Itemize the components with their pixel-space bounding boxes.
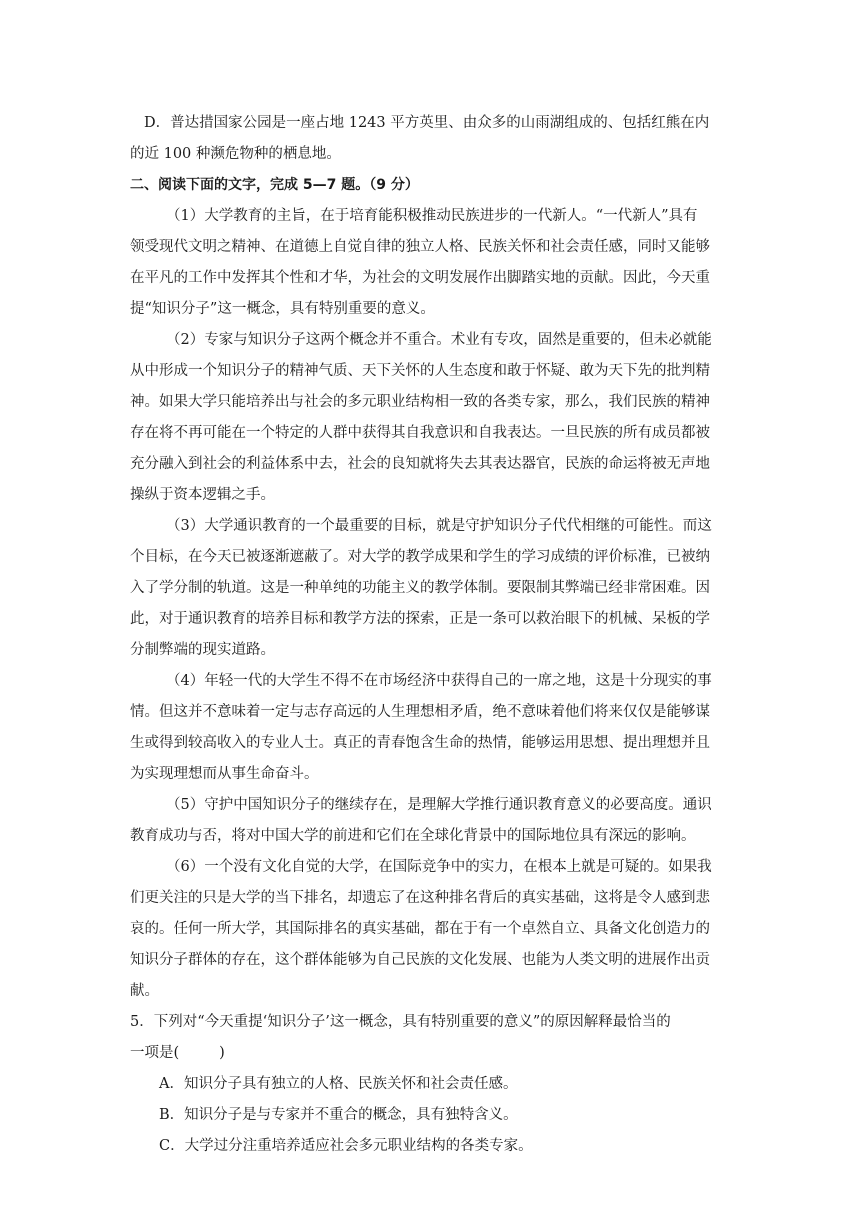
paragraph-line: 此，对于通识教育的培养目标和教学方法的探索，正是一条可以救治眼下的机械、呆板的学 [130,611,710,627]
paragraph-line: （1）大学教育的主旨，在于培育能积极推动民族进步的一代新人。“一代新人”具有 [166,208,698,224]
paragraph-line: 分制弊端的现实道路。 [130,642,275,658]
option-b: B．知识分子是与专家并不重合的概念，具有独特含义。 [159,1107,518,1123]
paragraph-line: 生或得到较高收入的专业人士。真正的青春饱含生命的热情，能够运用思想、提出理想并且 [130,735,710,751]
paragraph-line: 为实现理想而从事生命奋斗。 [130,766,319,782]
question-5-prefix: 一项是( [130,1045,180,1061]
paragraph-2 [130,325,730,511]
paragraph-line: 情。但这并不意味着一定与志存高远的人生理想相矛盾，绝不意味着他们将来仅仅是能够谋 [130,704,710,720]
paragraph-line: 神。如果大学只能培养出与社会的多元职业结构相一致的各类专家，那么，我们民族的精神 [130,394,710,410]
paragraph-line: 个目标，在今天已被逐渐遮蔽了。对大学的教学成果和学生的学习成绩的评价标准，已被纳 [130,549,710,565]
paragraph-line: （3）大学通识教育的一个最重要的目标，就是守护知识分子代代相继的可能性。而这 [166,518,712,534]
paragraph-3 [130,511,730,666]
passage [130,201,730,1007]
option-c: C．大学过分注重培养适应社会多元职业结构的各类专家。 [159,1138,533,1154]
paragraph-5 [130,790,730,852]
section-heading: 二、阅读下面的文字，完成 5—7 题。（9 分） [130,177,419,193]
paragraph-4 [130,666,730,790]
option-d [130,108,730,170]
question-5-stem: 5．下列对“今天重提‘知识分子’这一概念，具有特别重要的意义”的原因解释最恰当的 [130,1014,671,1030]
paragraph-line: 操纵于资本逻辑之手。 [130,487,275,503]
paragraph-line: （6）一个没有文化自觉的大学，在国际竞争中的实力，在根本上就是可疑的。如果我 [166,859,712,875]
option-d-line-1: D．普达措国家公园是一座占地 1243 平方英里、由众多的山雨湖组成的、包括红熊在内 [144,115,710,131]
paragraph-line: 充分融入到社会的利益体系中去，社会的良知就将失去其表达器官，民族的命运将被无声地 [130,456,710,472]
paragraph-line: 们更关注的只是大学的当下排名，却遗忘了在这种排名背后的真实基础，这将是令人感到悲 [130,890,710,906]
paragraph-line: 入了学分制的轨道。这是一种单纯的功能主义的教学体制。要限制其弊端已经非常困难。因 [130,580,710,596]
option-d-line-2: 的近 100 种濒危物种的栖息地。 [130,146,341,162]
question-5-suffix: ) [219,1045,225,1061]
paragraph-6 [130,852,730,1007]
paragraph-line: 教育成功与否，将对中国大学的前进和它们在全球化背景中的国际地位具有深远的影响。 [130,828,696,844]
paragraph-line: 在平凡的工作中发挥其个性和才华，为社会的文明发展作出脚踏实地的贡献。因此，今天重 [130,270,710,286]
question-5-stem-end [130,1038,730,1069]
option-a: A．知识分子具有独立的人格、民族关怀和社会责任感。 [159,1076,518,1092]
paragraph-line: 知识分子群体的存在，这个群体能够为自己民族的文化发展、也能为人类文明的进展作出贡 [130,952,710,968]
paragraph-line: 从中形成一个知识分子的精神气质、天下关怀的人生态度和敢于怀疑、敢为天下先的批判精 [130,363,710,379]
paragraph-line: 存在将不再可能在一个特定的人群中获得其自我意识和自我表达。一旦民族的所有成员都被 [130,425,710,441]
paragraph-line: 哀的。任何一所大学，其国际排名的真实基础，都在于有一个卓然自立、具备文化创造力的 [130,921,710,937]
paragraph-line: （2）专家与知识分子这两个概念并不重合。术业有专攻，固然是重要的，但未必就能 [166,332,712,348]
paragraph-line: （4）年轻一代的大学生不得不在市场经济中获得自己的一席之地，这是十分现实的事 [166,673,712,689]
paragraph-line: 献。 [130,983,159,999]
paragraph-line: 提“知识分子”这一概念，具有特别重要的意义。 [130,301,435,317]
paragraph-1 [130,201,730,325]
paragraph-line: 领受现代文明之精神、在道德上自觉自律的独立人格、民族关怀和社会责任感，同时又能够 [130,239,710,255]
exam-page [130,108,730,1162]
paragraph-line: （5）守护中国知识分子的继续存在，是理解大学推行通识教育意义的必要高度。通识 [166,797,712,813]
question-5 [130,1007,730,1162]
